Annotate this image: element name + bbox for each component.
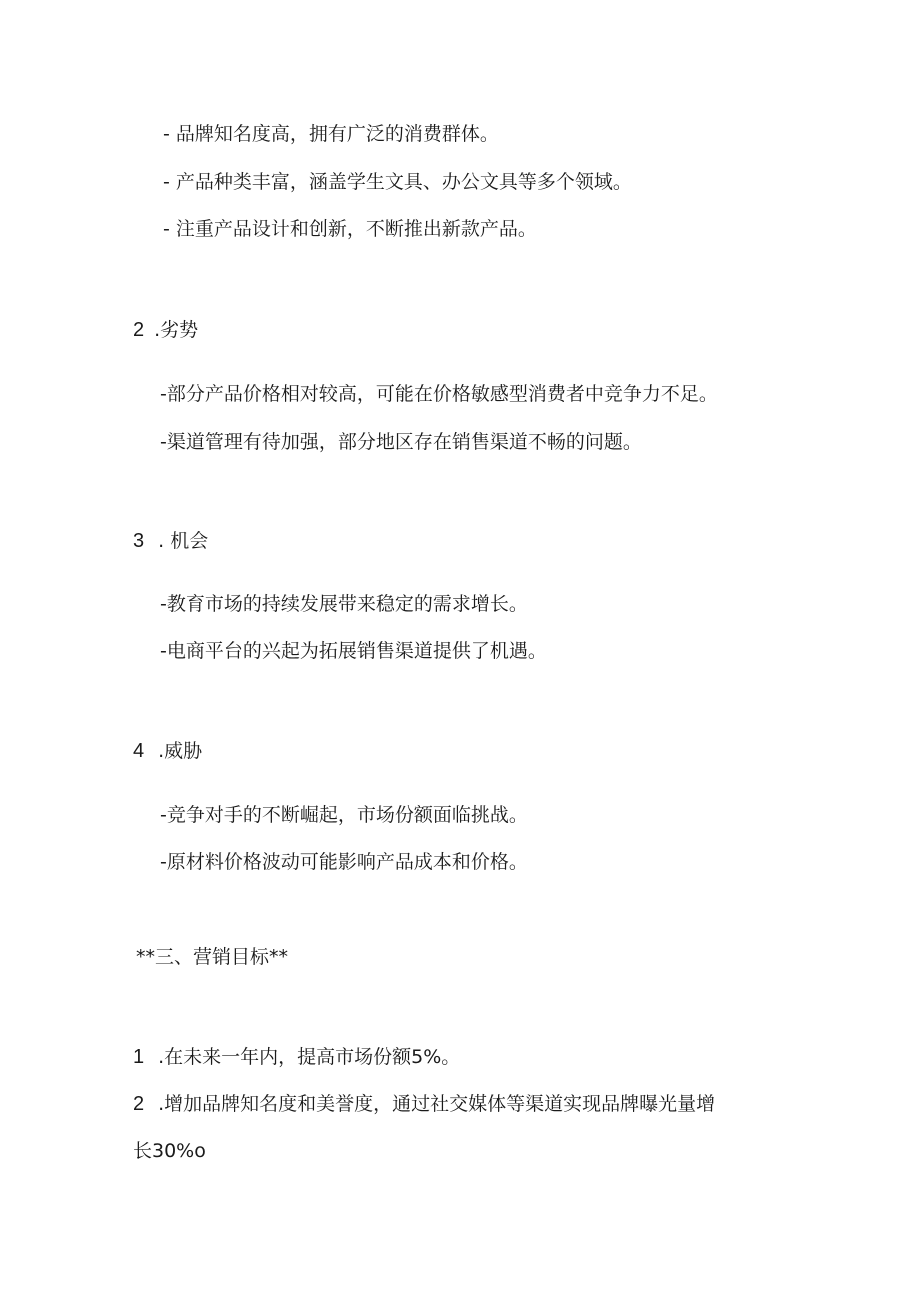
weakness-item-1: -部分产品价格相对较高，可能在价格敏感型消费者中竞争力不足。 — [160, 383, 718, 405]
marketing-goals-heading: **三、营销目标** — [136, 946, 289, 968]
goal-item-1 — [133, 1045, 460, 1069]
section-title: .威胁 — [158, 740, 203, 762]
section-title: .劣势 — [154, 319, 199, 341]
goal-item-2-continuation: 长30%o — [133, 1140, 206, 1162]
weakness-item-2: -渠道管理有待加强，部分地区存在销售渠道不畅的问题。 — [160, 431, 642, 453]
section-opportunities-heading — [133, 529, 208, 553]
goal-number: 1 — [133, 1046, 145, 1068]
strength-item-3: - 注重产品设计和创新，不断推出新款产品。 — [163, 218, 537, 240]
section-threats-heading — [133, 739, 202, 763]
opportunity-item-2: -电商平台的兴起为拓展销售渠道提供了机遇。 — [160, 640, 547, 662]
goal-item-2 — [133, 1092, 715, 1116]
section-number: 2 — [133, 319, 145, 341]
threat-item-1: -竞争对手的不断崛起，市场份额面临挑战。 — [160, 804, 528, 826]
section-number: 3 — [133, 530, 145, 552]
strength-item-1: - 品牌知名度高，拥有广泛的消费群体。 — [163, 123, 499, 145]
threat-item-2: -原材料价格波动可能影响产品成本和价格。 — [160, 851, 528, 873]
goal-text: .在未来一年内，提高市场份额5%。 — [158, 1046, 461, 1068]
section-weaknesses-heading — [133, 318, 198, 342]
goal-number: 2 — [133, 1093, 145, 1115]
section-number: 4 — [133, 740, 145, 762]
opportunity-item-1: -教育市场的持续发展带来稳定的需求增长。 — [160, 593, 528, 615]
goal-text: .增加品牌知名度和美誉度，通过社交媒体等渠道实现品牌曝光量增 — [158, 1093, 716, 1115]
section-title: . 机会 — [158, 530, 209, 552]
strength-item-2: - 产品种类丰富，涵盖学生文具、办公文具等多个领域。 — [163, 171, 632, 193]
